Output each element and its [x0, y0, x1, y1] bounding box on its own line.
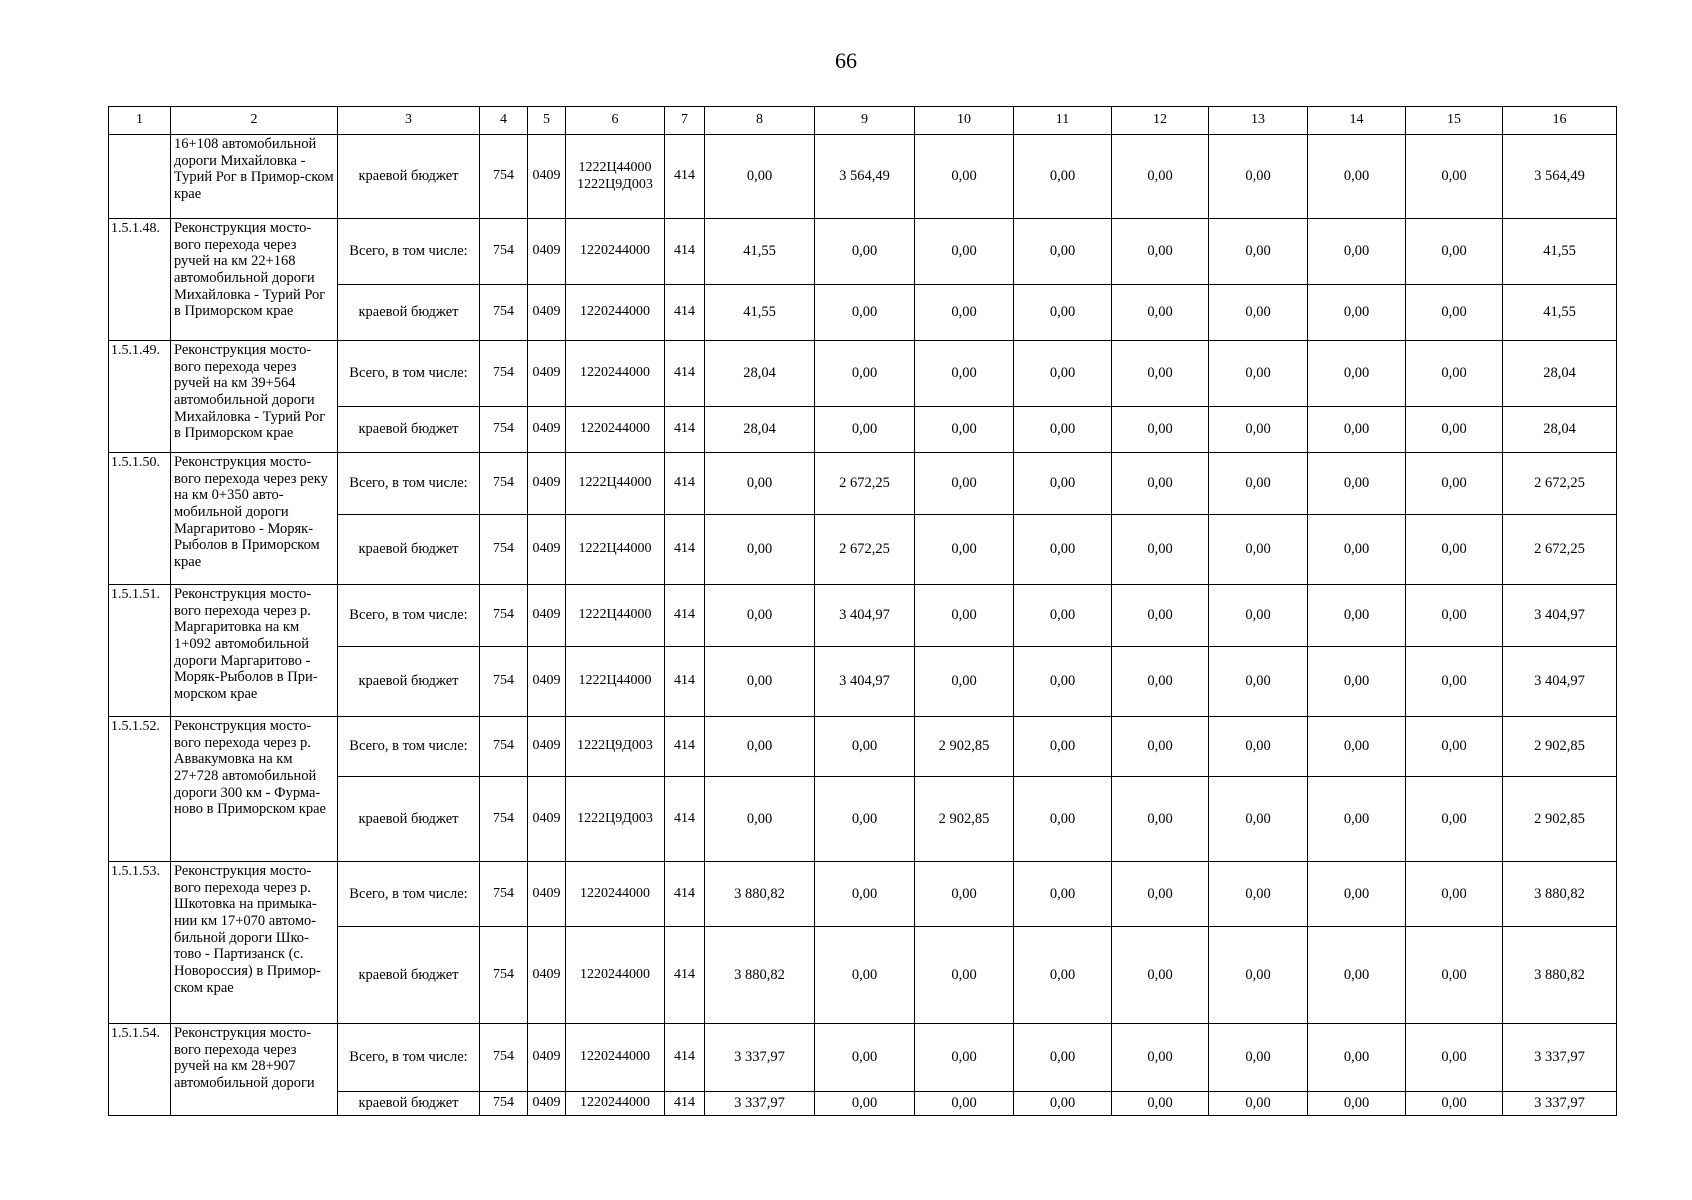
item-name: Реконструкция мосто-вого перехода через ручей на км 39+564 автомобильной дороги Михайловка - Турий Рог в Приморском крае — [171, 341, 338, 453]
code-col-7: 414 — [665, 927, 705, 1024]
item-code: 1.5.1.51. — [109, 585, 171, 717]
code-col-4: 754 — [480, 515, 528, 585]
amount-col-11: 0,00 — [1014, 135, 1112, 219]
table-row — [109, 453, 1617, 515]
amount-col-12: 0,00 — [1112, 285, 1209, 341]
amount-col-11: 0,00 — [1014, 647, 1112, 717]
column-header-11: 11 — [1014, 107, 1112, 135]
amount-col-16: 3 337,97 — [1503, 1024, 1617, 1092]
amount-col-14: 0,00 — [1308, 515, 1406, 585]
amount-col-12: 0,00 — [1112, 585, 1209, 647]
amount-col-8: 28,04 — [705, 341, 815, 407]
amount-col-13: 0,00 — [1209, 777, 1308, 862]
amount-col-8: 3 337,97 — [705, 1092, 815, 1116]
code-col-5: 0409 — [528, 585, 566, 647]
amount-col-16: 41,55 — [1503, 285, 1617, 341]
column-header-16: 16 — [1503, 107, 1617, 135]
amount-col-10: 0,00 — [915, 1024, 1014, 1092]
code-col-7: 414 — [665, 285, 705, 341]
funding-source: Всего, в том числе: — [338, 453, 480, 515]
amount-col-10: 0,00 — [915, 285, 1014, 341]
amount-col-13: 0,00 — [1209, 341, 1308, 407]
funding-source: Всего, в том числе: — [338, 341, 480, 407]
item-name: Реконструкция мосто-вого перехода через ручей на км 28+907 автомобильной дороги — [171, 1024, 338, 1116]
table-row — [109, 219, 1617, 285]
amount-col-15: 0,00 — [1406, 927, 1503, 1024]
amount-col-15: 0,00 — [1406, 647, 1503, 717]
amount-col-8: 41,55 — [705, 219, 815, 285]
amount-col-10: 0,00 — [915, 927, 1014, 1024]
page-number: 66 — [835, 48, 857, 73]
amount-col-15: 0,00 — [1406, 341, 1503, 407]
amount-col-16: 3 564,49 — [1503, 135, 1617, 219]
code-col-5: 0409 — [528, 862, 566, 927]
amount-col-13: 0,00 — [1209, 135, 1308, 219]
code-col-7: 414 — [665, 647, 705, 717]
table-row — [109, 717, 1617, 777]
amount-col-10: 2 902,85 — [915, 777, 1014, 862]
code-col-6: 1222Ц44000 — [566, 515, 665, 585]
amount-col-8: 0,00 — [705, 515, 815, 585]
amount-col-9: 2 672,25 — [815, 453, 915, 515]
amount-col-9: 0,00 — [815, 927, 915, 1024]
code-col-6: 1222Ц44000 — [566, 453, 665, 515]
table-row — [109, 585, 1617, 647]
code-col-7: 414 — [665, 1024, 705, 1092]
code-col-4: 754 — [480, 927, 528, 1024]
amount-col-15: 0,00 — [1406, 1024, 1503, 1092]
code-col-6: 1222Ц44000 — [566, 647, 665, 717]
code-col-7: 414 — [665, 1092, 705, 1116]
code-col-7: 414 — [665, 862, 705, 927]
code-col-6: 1220244000 — [566, 927, 665, 1024]
amount-col-10: 0,00 — [915, 135, 1014, 219]
code-col-6: 1220244000 — [566, 285, 665, 341]
funding-source: Всего, в том числе: — [338, 219, 480, 285]
amount-col-14: 0,00 — [1308, 862, 1406, 927]
column-header-15: 15 — [1406, 107, 1503, 135]
column-header-8: 8 — [705, 107, 815, 135]
item-code: 1.5.1.50. — [109, 453, 171, 585]
amount-col-16: 2 672,25 — [1503, 453, 1617, 515]
column-header-7: 7 — [665, 107, 705, 135]
amount-col-10: 2 902,85 — [915, 717, 1014, 777]
code-col-5: 0409 — [528, 717, 566, 777]
column-header-4: 4 — [480, 107, 528, 135]
amount-col-8: 3 880,82 — [705, 862, 815, 927]
funding-source: краевой бюджет — [338, 407, 480, 453]
amount-col-11: 0,00 — [1014, 285, 1112, 341]
amount-col-10: 0,00 — [915, 862, 1014, 927]
amount-col-8: 0,00 — [705, 777, 815, 862]
funding-source: краевой бюджет — [338, 135, 480, 219]
item-code: 1.5.1.52. — [109, 717, 171, 862]
amount-col-9: 0,00 — [815, 717, 915, 777]
amount-col-13: 0,00 — [1209, 862, 1308, 927]
item-code: 1.5.1.48. — [109, 219, 171, 341]
funding-source: Всего, в том числе: — [338, 585, 480, 647]
amount-col-9: 0,00 — [815, 777, 915, 862]
amount-col-10: 0,00 — [915, 341, 1014, 407]
code-col-4: 754 — [480, 135, 528, 219]
item-code — [109, 135, 171, 219]
funding-source: краевой бюджет — [338, 927, 480, 1024]
amount-col-9: 3 404,97 — [815, 585, 915, 647]
funding-source: краевой бюджет — [338, 777, 480, 862]
code-col-6: 1220244000 — [566, 219, 665, 285]
amount-col-9: 0,00 — [815, 285, 915, 341]
amount-col-13: 0,00 — [1209, 585, 1308, 647]
amount-col-13: 0,00 — [1209, 219, 1308, 285]
item-code: 1.5.1.53. — [109, 862, 171, 1024]
amount-col-11: 0,00 — [1014, 341, 1112, 407]
item-code: 1.5.1.49. — [109, 341, 171, 453]
amount-col-10: 0,00 — [915, 219, 1014, 285]
amount-col-15: 0,00 — [1406, 407, 1503, 453]
amount-col-16: 3 337,97 — [1503, 1092, 1617, 1116]
amount-col-14: 0,00 — [1308, 219, 1406, 285]
amount-col-8: 0,00 — [705, 453, 815, 515]
amount-col-9: 0,00 — [815, 862, 915, 927]
amount-col-15: 0,00 — [1406, 285, 1503, 341]
amount-col-13: 0,00 — [1209, 927, 1308, 1024]
item-name: Реконструкция мосто-вого перехода через р. Маргаритовка на км 1+092 автомобильной дороги Маргаритово - Моряк-Рыболов в При-морском крае — [171, 585, 338, 717]
code-col-5: 0409 — [528, 219, 566, 285]
code-col-5: 0409 — [528, 453, 566, 515]
funding-source: краевой бюджет — [338, 1092, 480, 1116]
code-col-5: 0409 — [528, 135, 566, 219]
amount-col-15: 0,00 — [1406, 515, 1503, 585]
table-body — [109, 135, 1617, 1116]
item-code: 1.5.1.54. — [109, 1024, 171, 1116]
code-col-4: 754 — [480, 341, 528, 407]
amount-col-13: 0,00 — [1209, 285, 1308, 341]
code-col-7: 414 — [665, 407, 705, 453]
amount-col-12: 0,00 — [1112, 862, 1209, 927]
amount-col-10: 0,00 — [915, 647, 1014, 717]
amount-col-14: 0,00 — [1308, 1024, 1406, 1092]
amount-col-10: 0,00 — [915, 407, 1014, 453]
amount-col-8: 0,00 — [705, 585, 815, 647]
amount-col-16: 2 902,85 — [1503, 717, 1617, 777]
table-row — [109, 862, 1617, 927]
amount-col-8: 3 337,97 — [705, 1024, 815, 1092]
code-col-5: 0409 — [528, 407, 566, 453]
column-header-2: 2 — [171, 107, 338, 135]
budget-table — [108, 106, 1617, 1116]
column-header-3: 3 — [338, 107, 480, 135]
amount-col-13: 0,00 — [1209, 407, 1308, 453]
code-col-4: 754 — [480, 453, 528, 515]
column-header-5: 5 — [528, 107, 566, 135]
code-col-7: 414 — [665, 219, 705, 285]
code-col-6: 1222Ц44000 1222Ц9Д003 — [566, 135, 665, 219]
amount-col-15: 0,00 — [1406, 585, 1503, 647]
amount-col-16: 28,04 — [1503, 341, 1617, 407]
item-name: Реконструкция мосто-вого перехода через р. Шкотовка на примыка-нии км 17+070 автомо-бильной дороги Шко-тово - Партизанск (с. Новороссия) в Примор-ском крае — [171, 862, 338, 1024]
code-col-4: 754 — [480, 285, 528, 341]
amount-col-13: 0,00 — [1209, 1092, 1308, 1116]
amount-col-14: 0,00 — [1308, 285, 1406, 341]
amount-col-8: 28,04 — [705, 407, 815, 453]
amount-col-14: 0,00 — [1308, 647, 1406, 717]
table-row — [109, 135, 1617, 219]
amount-col-14: 0,00 — [1308, 407, 1406, 453]
amount-col-14: 0,00 — [1308, 453, 1406, 515]
funding-source: Всего, в том числе: — [338, 862, 480, 927]
amount-col-11: 0,00 — [1014, 862, 1112, 927]
amount-col-9: 0,00 — [815, 407, 915, 453]
code-col-4: 754 — [480, 647, 528, 717]
amount-col-11: 0,00 — [1014, 927, 1112, 1024]
amount-col-11: 0,00 — [1014, 407, 1112, 453]
funding-source: краевой бюджет — [338, 647, 480, 717]
amount-col-12: 0,00 — [1112, 1024, 1209, 1092]
amount-col-14: 0,00 — [1308, 585, 1406, 647]
code-col-5: 0409 — [528, 1024, 566, 1092]
code-col-5: 0409 — [528, 927, 566, 1024]
amount-col-14: 0,00 — [1308, 135, 1406, 219]
amount-col-13: 0,00 — [1209, 515, 1308, 585]
amount-col-14: 0,00 — [1308, 341, 1406, 407]
amount-col-11: 0,00 — [1014, 1024, 1112, 1092]
amount-col-11: 0,00 — [1014, 717, 1112, 777]
code-col-6: 1222Ц9Д003 — [566, 777, 665, 862]
amount-col-12: 0,00 — [1112, 717, 1209, 777]
code-col-5: 0409 — [528, 1092, 566, 1116]
column-header-1: 1 — [109, 107, 171, 135]
column-header-6: 6 — [566, 107, 665, 135]
amount-col-11: 0,00 — [1014, 777, 1112, 862]
funding-source: Всего, в том числе: — [338, 717, 480, 777]
amount-col-13: 0,00 — [1209, 647, 1308, 717]
column-header-13: 13 — [1209, 107, 1308, 135]
amount-col-12: 0,00 — [1112, 407, 1209, 453]
code-col-4: 754 — [480, 862, 528, 927]
amount-col-13: 0,00 — [1209, 453, 1308, 515]
code-col-7: 414 — [665, 585, 705, 647]
code-col-6: 1220244000 — [566, 1024, 665, 1092]
amount-col-8: 0,00 — [705, 717, 815, 777]
code-col-6: 1220244000 — [566, 341, 665, 407]
amount-col-10: 0,00 — [915, 1092, 1014, 1116]
item-name: Реконструкция мосто-вого перехода через р. Аввакумовка на км 27+728 автомобильной дороги 300 км - Фурма-ново в Приморском крае — [171, 717, 338, 862]
code-col-7: 414 — [665, 453, 705, 515]
amount-col-9: 2 672,25 — [815, 515, 915, 585]
amount-col-11: 0,00 — [1014, 453, 1112, 515]
code-col-4: 754 — [480, 219, 528, 285]
amount-col-15: 0,00 — [1406, 717, 1503, 777]
code-col-4: 754 — [480, 407, 528, 453]
column-header-9: 9 — [815, 107, 915, 135]
code-col-6: 1220244000 — [566, 862, 665, 927]
amount-col-14: 0,00 — [1308, 1092, 1406, 1116]
amount-col-8: 3 880,82 — [705, 927, 815, 1024]
amount-col-12: 0,00 — [1112, 135, 1209, 219]
amount-col-16: 2 902,85 — [1503, 777, 1617, 862]
item-name: 16+108 автомобильной дороги Михайловка - Турий Рог в Примор-ском крае — [171, 135, 338, 219]
amount-col-14: 0,00 — [1308, 777, 1406, 862]
code-col-7: 414 — [665, 135, 705, 219]
code-col-6: 1220244000 — [566, 407, 665, 453]
amount-col-12: 0,00 — [1112, 927, 1209, 1024]
code-col-6: 1222Ц44000 — [566, 585, 665, 647]
table-header — [109, 107, 1617, 135]
code-col-4: 754 — [480, 777, 528, 862]
item-name: Реконструкция мосто-вого перехода через ручей на км 22+168 автомобильной дороги Михайловка - Турий Рог в Приморском крае — [171, 219, 338, 341]
amount-col-10: 0,00 — [915, 515, 1014, 585]
amount-col-15: 0,00 — [1406, 453, 1503, 515]
code-col-5: 0409 — [528, 515, 566, 585]
amount-col-9: 0,00 — [815, 1024, 915, 1092]
amount-col-15: 0,00 — [1406, 135, 1503, 219]
funding-source: Всего, в том числе: — [338, 1024, 480, 1092]
amount-col-9: 0,00 — [815, 1092, 915, 1116]
column-header-14: 14 — [1308, 107, 1406, 135]
code-col-5: 0409 — [528, 341, 566, 407]
amount-col-11: 0,00 — [1014, 219, 1112, 285]
amount-col-16: 3 404,97 — [1503, 647, 1617, 717]
column-header-12: 12 — [1112, 107, 1209, 135]
amount-col-16: 3 880,82 — [1503, 862, 1617, 927]
amount-col-12: 0,00 — [1112, 219, 1209, 285]
amount-col-16: 28,04 — [1503, 407, 1617, 453]
amount-col-15: 0,00 — [1406, 1092, 1503, 1116]
code-col-6: 1220244000 — [566, 1092, 665, 1116]
amount-col-12: 0,00 — [1112, 1092, 1209, 1116]
code-col-4: 754 — [480, 1092, 528, 1116]
funding-source: краевой бюджет — [338, 515, 480, 585]
amount-col-12: 0,00 — [1112, 341, 1209, 407]
amount-col-15: 0,00 — [1406, 862, 1503, 927]
amount-col-13: 0,00 — [1209, 717, 1308, 777]
amount-col-11: 0,00 — [1014, 585, 1112, 647]
amount-col-9: 3 404,97 — [815, 647, 915, 717]
amount-col-16: 3 404,97 — [1503, 585, 1617, 647]
amount-col-9: 0,00 — [815, 219, 915, 285]
amount-col-14: 0,00 — [1308, 927, 1406, 1024]
code-col-4: 754 — [480, 585, 528, 647]
table-row — [109, 1024, 1617, 1092]
amount-col-11: 0,00 — [1014, 515, 1112, 585]
code-col-7: 414 — [665, 717, 705, 777]
item-name: Реконструкция мосто-вого перехода через реку на км 0+350 авто-мобильной дороги Маргаритово - Моряк-Рыболов в Приморском крае — [171, 453, 338, 585]
amount-col-10: 0,00 — [915, 453, 1014, 515]
amount-col-8: 0,00 — [705, 647, 815, 717]
table-row — [109, 341, 1617, 407]
code-col-7: 414 — [665, 341, 705, 407]
code-col-4: 754 — [480, 1024, 528, 1092]
code-col-7: 414 — [665, 777, 705, 862]
code-col-5: 0409 — [528, 647, 566, 717]
amount-col-8: 0,00 — [705, 135, 815, 219]
amount-col-12: 0,00 — [1112, 515, 1209, 585]
code-col-7: 414 — [665, 515, 705, 585]
code-col-5: 0409 — [528, 777, 566, 862]
amount-col-13: 0,00 — [1209, 1024, 1308, 1092]
amount-col-12: 0,00 — [1112, 647, 1209, 717]
code-col-5: 0409 — [528, 285, 566, 341]
amount-col-12: 0,00 — [1112, 453, 1209, 515]
amount-col-9: 0,00 — [815, 341, 915, 407]
header-row — [109, 107, 1617, 135]
amount-col-16: 3 880,82 — [1503, 927, 1617, 1024]
amount-col-10: 0,00 — [915, 585, 1014, 647]
code-col-6: 1222Ц9Д003 — [566, 717, 665, 777]
amount-col-15: 0,00 — [1406, 777, 1503, 862]
amount-col-8: 41,55 — [705, 285, 815, 341]
amount-col-14: 0,00 — [1308, 717, 1406, 777]
amount-col-11: 0,00 — [1014, 1092, 1112, 1116]
amount-col-9: 3 564,49 — [815, 135, 915, 219]
column-header-10: 10 — [915, 107, 1014, 135]
amount-col-12: 0,00 — [1112, 777, 1209, 862]
code-col-4: 754 — [480, 717, 528, 777]
amount-col-16: 41,55 — [1503, 219, 1617, 285]
funding-source: краевой бюджет — [338, 285, 480, 341]
amount-col-15: 0,00 — [1406, 219, 1503, 285]
amount-col-16: 2 672,25 — [1503, 515, 1617, 585]
